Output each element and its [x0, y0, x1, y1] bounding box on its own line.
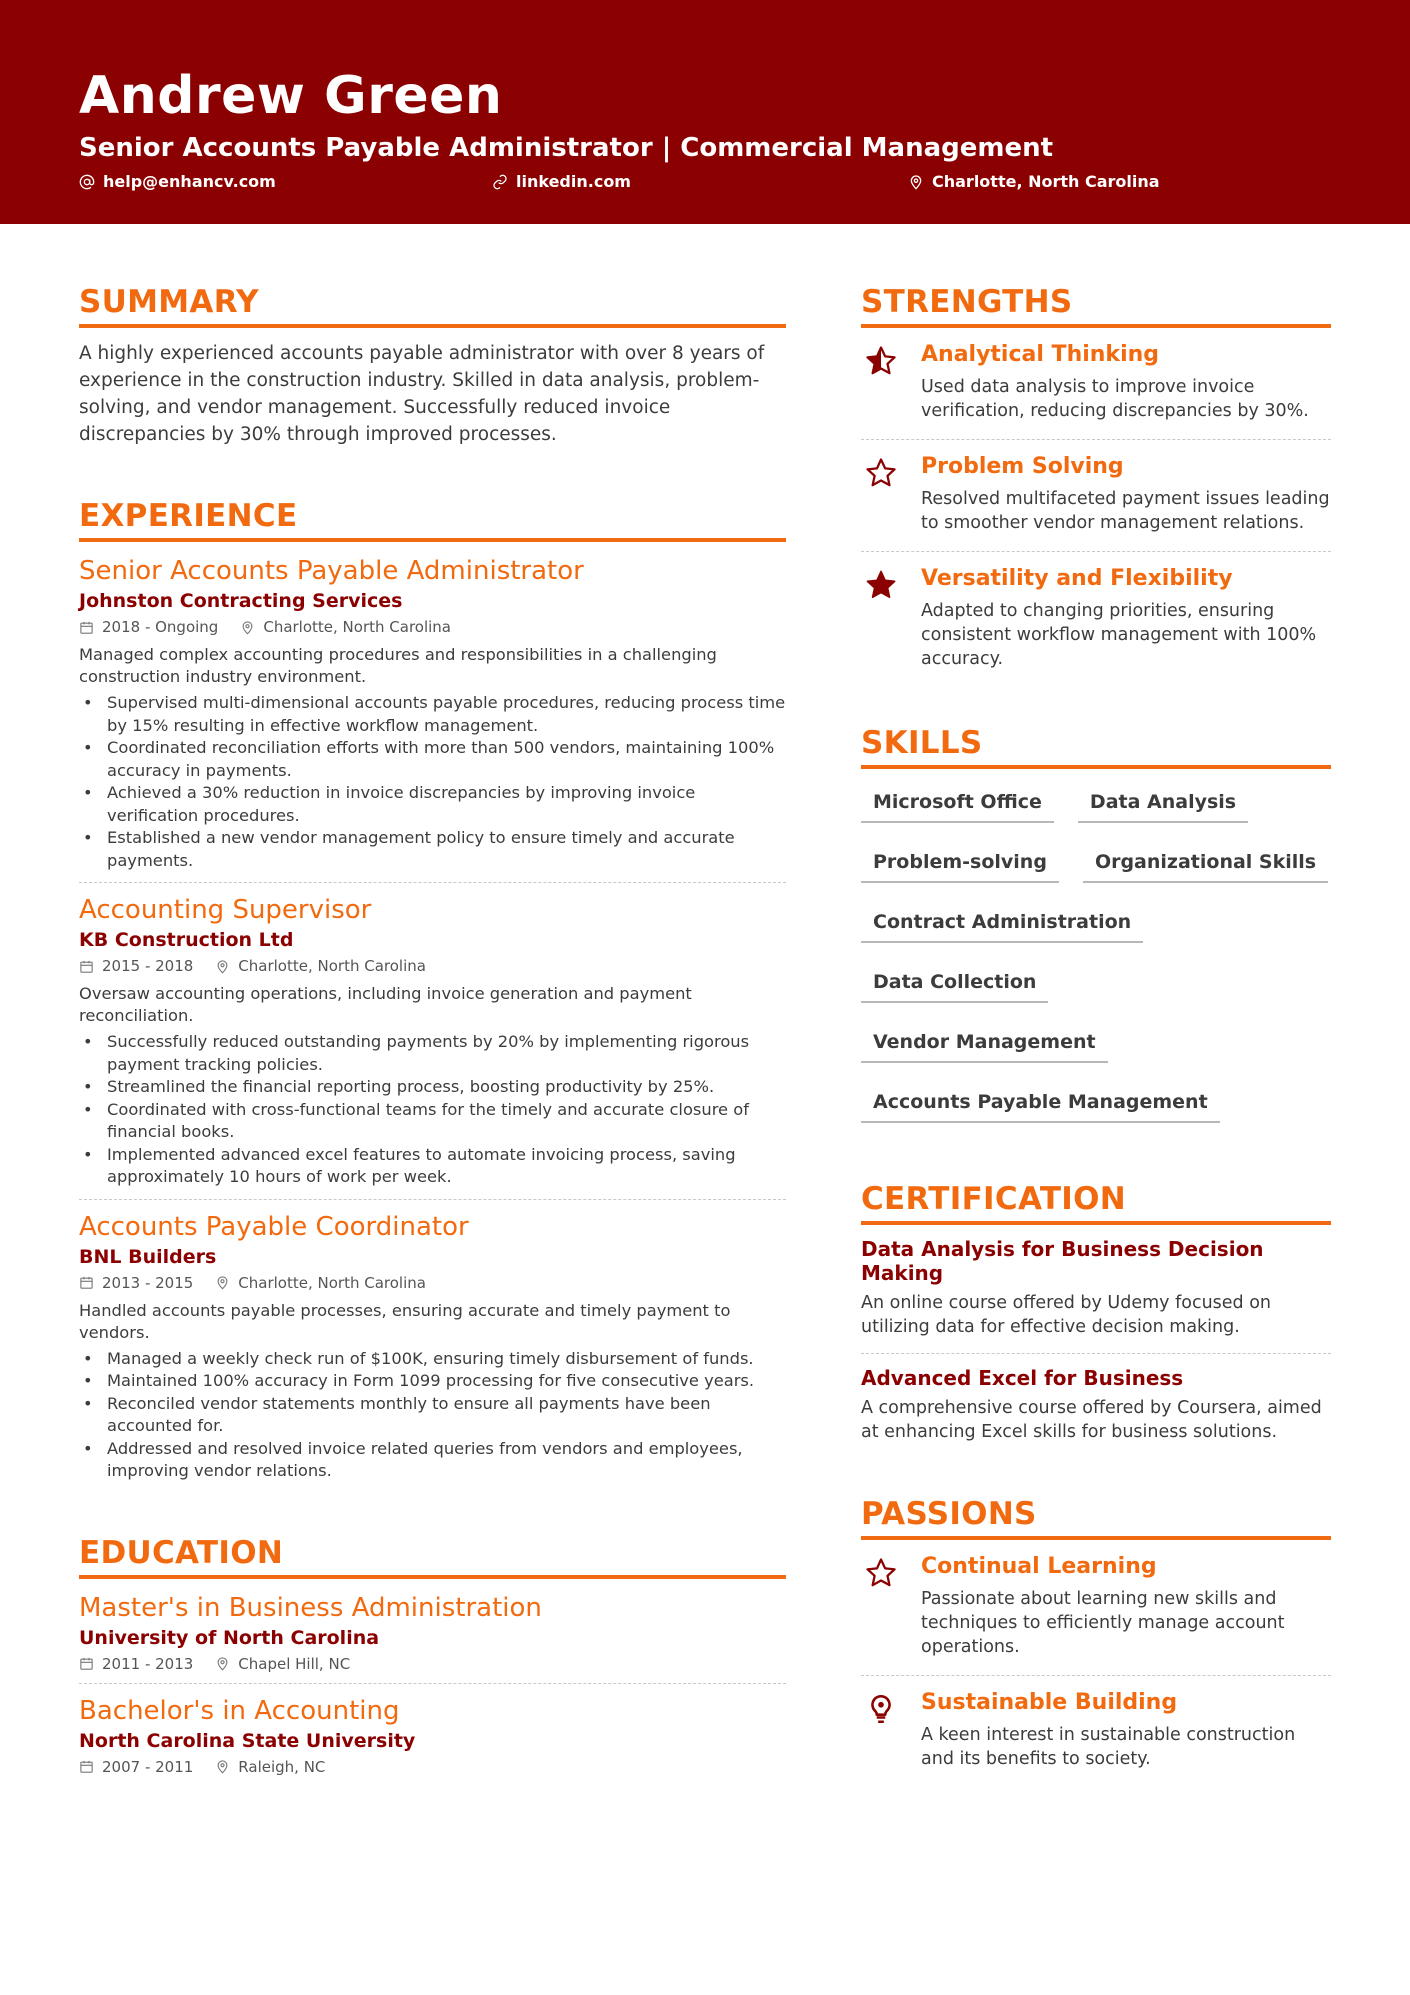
job-dates-text: 2013 - 2015 — [102, 1273, 194, 1292]
job-location — [215, 957, 426, 975]
calendar-icon — [79, 959, 94, 974]
job-role: Senior Accounts Payable Administrator — [79, 556, 584, 586]
passion-desc: A keen interest in sustainable construction and its benefits to society. — [921, 1725, 1296, 1769]
skill-tag: Microsoft Office — [861, 781, 1054, 823]
star-outline-icon — [861, 454, 901, 535]
certification-name: Data Analysis for Business Decision Making — [861, 1237, 1264, 1285]
certification-name: Advanced Excel for Business — [861, 1366, 1184, 1390]
education-meta — [79, 1655, 786, 1673]
company-name: Johnston Contracting Services — [79, 590, 403, 612]
strength-item — [861, 440, 1331, 552]
job-bullets — [79, 692, 786, 872]
job-bullet: • Coordinated with cross-functional teams for the timely and accurate closure of financial books. — [79, 1099, 786, 1144]
skill-tag: Accounts Payable Management — [861, 1081, 1220, 1123]
job-bullet: • Implemented advanced excel features to automate invoicing process, saving approximately 10 hours of work per week. — [79, 1144, 786, 1189]
job-dates — [79, 618, 218, 636]
job-dates — [79, 1274, 193, 1292]
job-bullet: • Coordinated reconciliation efforts with more than 500 vendors, maintaining 100% accuracy in payments. — [79, 737, 786, 782]
passions-title: PASSIONS — [861, 1496, 1331, 1540]
experience-item — [79, 1200, 786, 1493]
location-pin-icon — [215, 1275, 230, 1290]
strength-title: Analytical Thinking — [921, 342, 1160, 367]
skills-list — [861, 781, 1331, 1141]
experience-section — [79, 498, 786, 1493]
at-icon — [79, 174, 95, 190]
certification-desc: An online course offered by Udemy focused on utilizing data for effective decision making. — [861, 1293, 1272, 1337]
school-name: University of North Carolina — [79, 1626, 380, 1649]
education-location — [215, 1655, 350, 1673]
education-title: EDUCATION — [79, 1535, 786, 1579]
strength-desc: Used data analysis to improve invoice verification, reducing discrepancies by 30%. — [921, 377, 1309, 421]
job-location — [215, 1274, 426, 1292]
link-icon — [492, 174, 508, 190]
job-bullets — [79, 1031, 786, 1189]
contact-linkedin-text: linkedin.com — [516, 172, 631, 191]
education-section — [79, 1535, 786, 1786]
calendar-icon — [79, 1275, 94, 1290]
star-filled-icon — [861, 566, 901, 671]
passion-item — [861, 1676, 1331, 1787]
summary-text: A highly experienced accounts payable administrator with over 8 years of experience in the construction industry. Skilled in data analysis, problem-solving, and vendor management. Successfully reduced invoice discrepancies by 30% through improved processes. — [79, 343, 765, 445]
location-pin-icon — [215, 1656, 230, 1671]
job-dates-text: 2018 - Ongoing — [102, 618, 219, 636]
calendar-icon — [79, 1759, 94, 1774]
calendar-icon — [79, 1656, 94, 1671]
star-outline-icon — [861, 1554, 901, 1659]
job-bullet: • Established a new vendor management policy to ensure timely and accurate payments. — [79, 827, 786, 872]
education-item — [79, 1684, 786, 1786]
job-meta — [79, 1274, 786, 1292]
certification-title: CERTIFICATION — [861, 1181, 1331, 1225]
skill-tag: Vendor Management — [861, 1021, 1108, 1063]
skill-tag: Problem-solving — [861, 841, 1059, 883]
certification-desc: A comprehensive course offered by Coursera, aimed at enhancing Excel skills for business solutions. — [861, 1398, 1322, 1442]
right-column — [861, 284, 1331, 1787]
location-pin-icon — [215, 1759, 230, 1774]
experience-title: EXPERIENCE — [79, 498, 786, 542]
job-meta — [79, 618, 786, 636]
company-name: KB Construction Ltd — [79, 929, 294, 951]
job-description: Handled accounts payable processes, ensuring accurate and timely payment to vendors. — [79, 1300, 731, 1342]
job-role: Accounting Supervisor — [79, 895, 372, 925]
skill-tag: Data Collection — [861, 961, 1048, 1003]
passion-desc: Passionate about learning new skills and techniques to efficiently manage account operations. — [921, 1589, 1285, 1657]
job-location-text: Charlotte, North Carolina — [263, 618, 451, 636]
contact-location-text: Charlotte, North Carolina — [932, 172, 1160, 191]
company-name: BNL Builders — [79, 1245, 217, 1268]
experience-item — [79, 883, 786, 1200]
location-pin-icon — [240, 620, 255, 635]
strength-item — [861, 328, 1331, 440]
job-role: Accounts Payable Coordinator — [79, 1211, 469, 1242]
location-pin-icon — [215, 959, 230, 974]
degree: Bachelor's in Accounting — [79, 1695, 400, 1726]
contact-location — [908, 172, 1160, 191]
strengths-section — [861, 284, 1331, 687]
skill-tag: Data Analysis — [1078, 781, 1248, 823]
job-bullet: • Reconciled vendor statements monthly to ensure all payments have been accounted for. — [79, 1393, 786, 1438]
job-bullet: • Addressed and resolved invoice related queries from vendors and employees, improving vendor relations. — [79, 1438, 786, 1483]
certification-item — [861, 1354, 1331, 1458]
school-name: North Carolina State University — [79, 1729, 416, 1752]
certification-section — [861, 1181, 1331, 1458]
job-dates — [79, 957, 193, 975]
job-dates-text: 2015 - 2018 — [102, 957, 194, 975]
skills-section — [861, 725, 1331, 1141]
job-description: Oversaw accounting operations, including invoice generation and payment reconciliation. — [79, 984, 692, 1025]
passion-title: Sustainable Building — [921, 1690, 1178, 1715]
education-item — [79, 1579, 786, 1684]
strength-title: Versatility and Flexibility — [921, 566, 1233, 591]
job-location-text: Charlotte, North Carolina — [238, 1273, 426, 1292]
education-location-text: Chapel Hill, NC — [238, 1654, 351, 1673]
job-bullet: • Streamlined the financial reporting process, boosting productivity by 25%. — [79, 1076, 786, 1099]
skill-tag: Organizational Skills — [1083, 841, 1328, 883]
experience-item — [79, 542, 786, 883]
strength-item — [861, 552, 1331, 687]
education-dates-text: 2007 - 2011 — [102, 1757, 194, 1776]
certification-item — [861, 1225, 1331, 1354]
job-bullet: • Managed a weekly check run of $100K, ensuring timely disbursement of funds. — [79, 1348, 786, 1371]
education-location — [215, 1758, 325, 1776]
passion-item — [861, 1540, 1331, 1676]
strength-title: Problem Solving — [921, 454, 1124, 479]
job-description: Managed complex accounting procedures and responsibilities in a challenging construction industry environment. — [79, 645, 717, 686]
job-meta — [79, 957, 786, 975]
education-dates — [79, 1758, 193, 1776]
skill-tag: Contract Administration — [861, 901, 1143, 943]
education-dates-text: 2011 - 2013 — [102, 1654, 194, 1673]
passions-section — [861, 1496, 1331, 1787]
job-bullet: • Supervised multi-dimensional accounts payable procedures, reducing process time by 15% resulting in effective workflow management. — [79, 692, 786, 737]
job-location — [240, 618, 451, 636]
strength-desc: Adapted to changing priorities, ensuring consistent workflow management with 100% accuracy. — [921, 601, 1317, 669]
job-bullet: • Successfully reduced outstanding payments by 20% by implementing rigorous payment tracking policies. — [79, 1031, 786, 1076]
skills-title: SKILLS — [861, 725, 1331, 769]
contact-email-text: help@enhancv.com — [103, 172, 276, 191]
resume-header — [0, 0, 1410, 224]
location-pin-icon — [908, 174, 924, 190]
left-column — [79, 284, 786, 1786]
contact-linkedin[interactable] — [492, 172, 631, 191]
strength-desc: Resolved multifaceted payment issues leading to smoother vendor management relations. — [921, 489, 1330, 533]
job-bullets — [79, 1348, 786, 1483]
education-meta — [79, 1758, 786, 1776]
education-location-text: Raleigh, NC — [238, 1757, 326, 1776]
summary-title: SUMMARY — [79, 284, 786, 328]
half-star-icon — [861, 342, 901, 423]
contact-email[interactable] — [79, 172, 276, 191]
candidate-name: Andrew Green — [79, 66, 503, 126]
lightbulb-icon — [861, 1690, 901, 1771]
job-bullet: • Maintained 100% accuracy in Form 1099 processing for five consecutive years. — [79, 1370, 786, 1393]
calendar-icon — [79, 620, 94, 635]
education-dates — [79, 1655, 193, 1673]
candidate-headline: Senior Accounts Payable Administrator | Commercial Management — [79, 133, 1054, 163]
strengths-title: STRENGTHS — [861, 284, 1331, 328]
degree: Master's in Business Administration — [79, 1592, 542, 1623]
job-bullet: • Achieved a 30% reduction in invoice discrepancies by improving invoice verification procedures. — [79, 782, 786, 827]
job-location-text: Charlotte, North Carolina — [238, 957, 426, 975]
summary-section — [79, 284, 786, 448]
passion-title: Continual Learning — [921, 1554, 1157, 1579]
